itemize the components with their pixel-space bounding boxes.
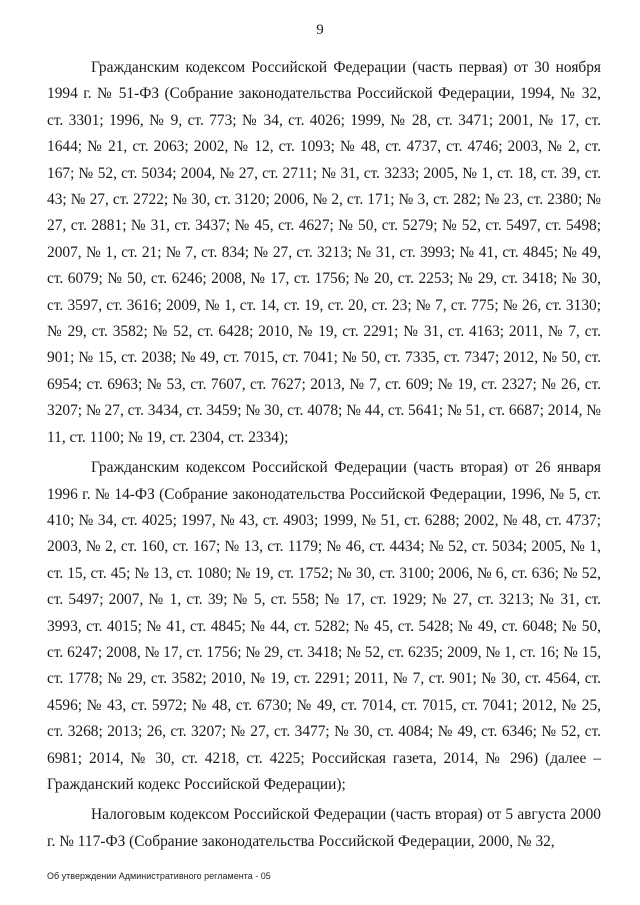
page-number: 9 [316,22,324,38]
document-footer: Об утверждении Административного регламента - 05 [47,871,271,881]
paragraph-civil-code-part-one: Гражданским кодексом Российской Федерации (часть первая) от 30 ноября 1994 г. № 51-ФЗ (Собрание законодательства Российской Федерации, 1994, № 32, ст. 3301; 1996, № 9, ст. 773; № 34, ст. 4026; 1999, № 28, ст. 3471; 2001, № 17, ст. 1644; № 21, ст. 2063; 2002, № 12, ст. 1093; № 48, ст. 4737, ст. 4746; 2003, № 2, ст. 167; № 52, ст. 5034; 2004, № 27, ст. 2711; № 31, ст. 3233; 2005, № 1, ст. 18, ст. 39, ст. 43; № 27, ст. 2722; № 30, ст. 3120; 2006, № 2, ст. 171; № 3, ст. 282; № 23, ст. 2380; № 27, ст. 2881; № 31, ст. 3437; № 45, ст. 4627; № 50, ст. 5279; № 52, ст. 5497, ст. 5498; 2007, № 1, ст. 21; № 7, ст. 834; № 27, ст. 3213; № 31, ст. 3993; № 41, ст. 4845; № 49, ст. 6079; № 50, ст. 6246; 2008, № 17, ст. 1756; № 20, ст. 2253; № 29, ст. 3418; № 30, ст. 3597, ст. 3616; 2009, № 1, ст. 14, ст. 19, ст. 20, ст. 23; № 7, ст. 775; № 26, ст. 3130; № 29, ст. 3582; № 52, ст. 6428; 2010, № 19, ст. 2291; № 31, ст. 4163; 2011, № 7, ст. 901; № 15, ст. 2038; № 49, ст. 7015, ст. 7041; № 50, ст. 7335, ст. 7347; 2012, № 50, ст. 6954; ст. 6963; № 53, ст. 7607, ст. 7627; 2013, № 7, ст. 609; № 19, ст. 2327; № 26, ст. 3207; № 27, ст. 3434, ст. 3459; № 30, ст. 4078; № 44, ст. 5641; № 51, ст. 6687; 2014, № 11, ст. 1100; № 19, ст. 2304, ст. 2334); [47,59,601,446]
paragraph-tax-code-part-two: Налоговым кодексом Российской Федерации (часть вторая) от 5 августа 2000 г. № 117-ФЗ (Собрание законодательства Российской Федерации, 2000, № 32, [47,806,601,850]
paragraph-civil-code-part-two: Гражданским кодексом Российской Федерации (часть вторая) от 26 января 1996 г. № 14-ФЗ (Собрание законодательства Российской Федерации, 1996, № 5, ст. 410; № 34, ст. 4025; 1997, № 43, ст. 4903; 1999, № 51, ст. 6288; 2002, № 48, ст. 4737; 2003, № 2, ст. 160, ст. 167; № 13, ст. 1179; № 46, ст. 4434; № 52, ст. 5034; 2005, № 1, ст. 15, ст. 45; № 13, ст. 1080; № 19, ст. 1752; № 30, ст. 3100; 2006, № 6, ст. 636; № 52, ст. 5497; 2007, № 1, ст. 39; № 5, ст. 558; № 17, ст. 1929; № 27, ст. 3213; № 31, ст. 3993, ст. 4015; № 41, ст. 4845; № 44, ст. 5282; № 45, ст. 5428; № 49, ст. 6048; № 50, ст. 6247; 2008, № 17, ст. 1756; № 29, ст. 3418; № 52, ст. 6235; 2009, № 1, ст. 16; № 15, ст. 1778; № 29, ст. 3582; 2010, № 19, ст. 2291; 2011, № 7, ст. 901; № 30, ст. 4564, ст. 4596; № 43, ст. 5972; № 48, ст. 6730; № 49, ст. 7014, ст. 7015, ст. 7041; 2012, № 25, ст. 3268; 2013; 26, ст. 3207; № 27, ст. 3477; № 30, ст. 4084; № 49, ст. 6346; № 52, ст. 6981; 2014, № 30, ст. 4218, ст. 4225; Российская газета, 2014, № 296) (далее – Гражданский кодекс Российской Федерации); [47,459,601,793]
document-body [47,55,601,855]
